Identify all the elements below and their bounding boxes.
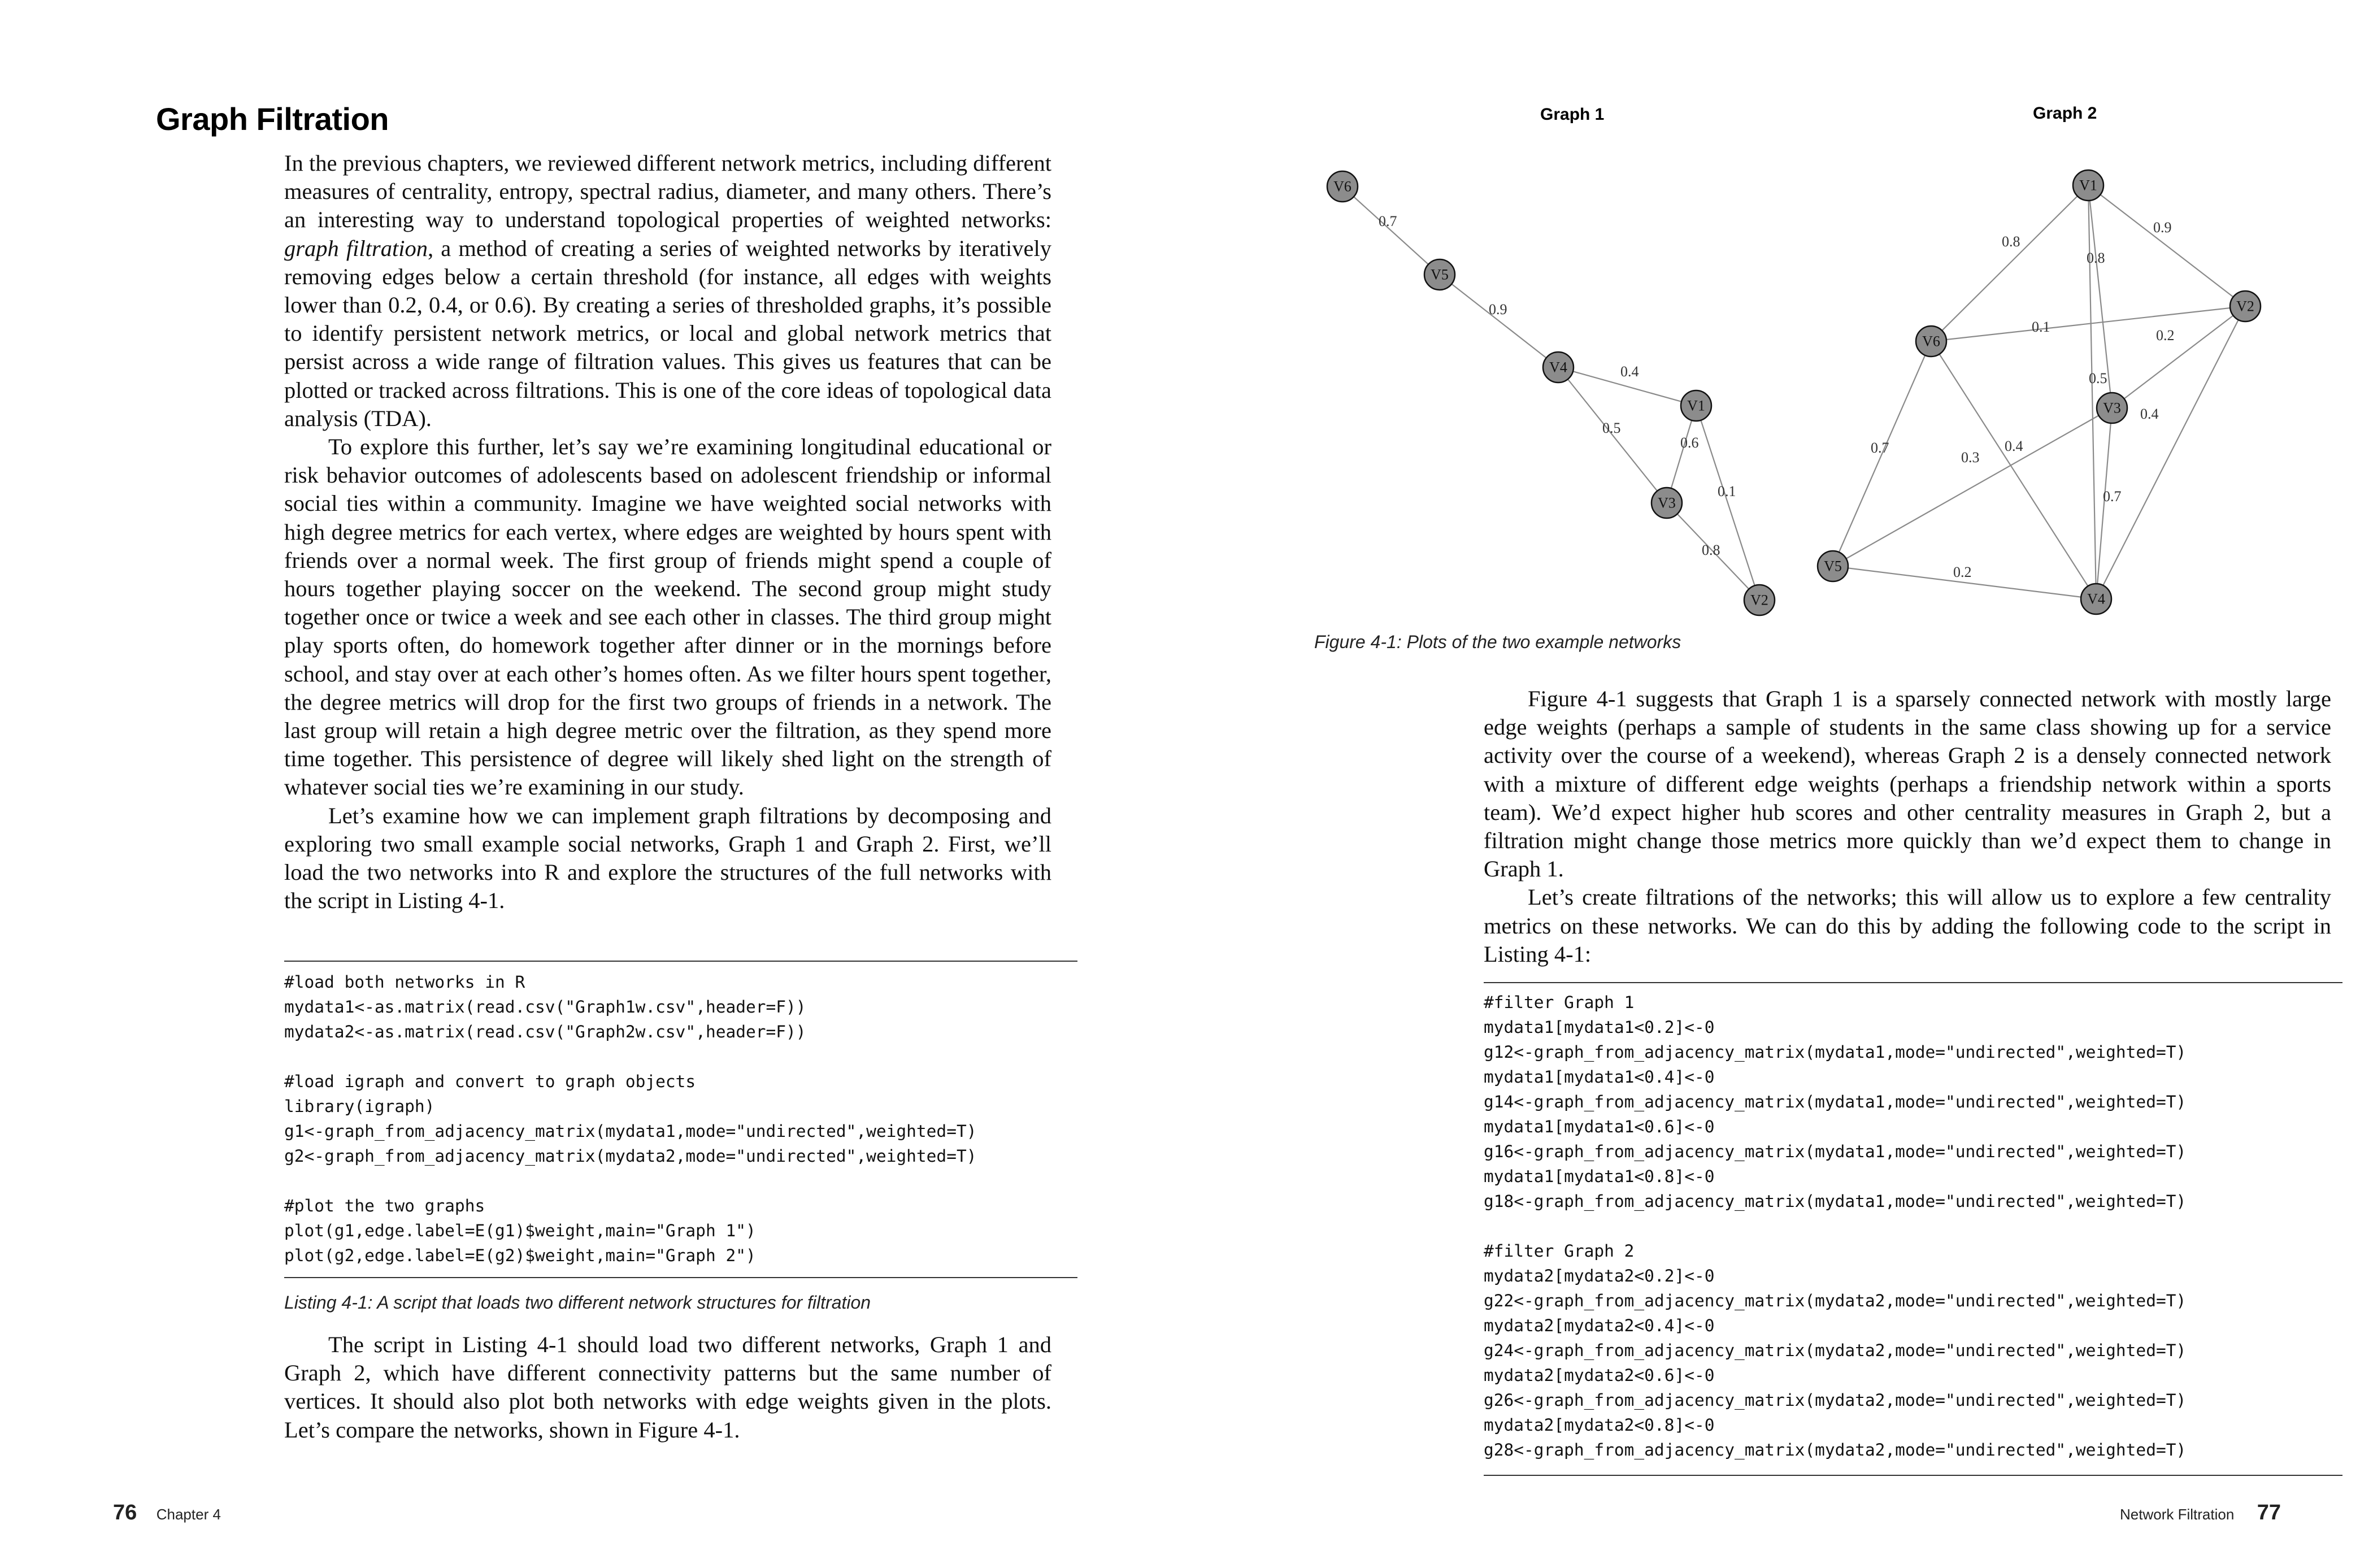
- graph-2-edge-weight-label: 0.7: [2103, 488, 2122, 505]
- graph-2-edge-weight-label: 0.7: [1871, 440, 1889, 456]
- graph-1-edge-weight-label: 0.6: [1680, 435, 1699, 451]
- graph-2-vertex-label: V6: [1922, 333, 1940, 350]
- graph-2-edge-weight-label: 0.9: [2153, 219, 2172, 236]
- graph-1-edge-weight-label: 0.1: [1718, 483, 1736, 499]
- graph-1-vertex-label: V3: [1658, 494, 1676, 511]
- graph-2-edge-weight-label: 0.2: [1953, 564, 1972, 580]
- graph-2: [1818, 170, 2261, 614]
- graph-2-edge-weight-label: 0.2: [2156, 327, 2175, 344]
- graph-2-vertex-label: V5: [1824, 558, 1842, 575]
- right-folio: [2120, 1501, 2281, 1525]
- graph-2-vertex-label: V4: [2087, 590, 2105, 607]
- paragraph-1: [284, 149, 1051, 433]
- graph-1-edge-v5-v4: [1440, 275, 1558, 367]
- page-number: 77: [2257, 1501, 2281, 1524]
- paragraph-2: To explore this further, let’s say we’re examining longitudinal educational or risk behavior outcomes of adolescents based on adolescent friendship or informal social ties within a community. Imagine we have weighted social networks with high degree metrics for each vertex, where edges are weighted by hours spent with friends over a normal week. The first group of friends might spend a couple of hours together playing soccer on the weekend. The second group might study together once or twice a week and see each other in classes. The third group might play sports often, do homework together after dinner or in the mornings before school, and stay over at each other’s homes often. As we filter hours spent together, the degree metrics will drop for the first two groups of friends in a network. The last group will retain a high degree metric over the filtration, as they spend more time together. This persistence of degree will likely shed light on the strength of whatever social ties we’re examining in our study.: [284, 434, 1051, 800]
- right-body-text: [1484, 685, 2331, 968]
- left-body-text: [284, 149, 1051, 915]
- graph-2-edge-v6-v2: [1931, 306, 2245, 341]
- filter-listing-code: #filter Graph 1 mydata1[mydata1<0.2]<-0 g12<-graph_from_adjacency_matrix(mydata1,mode="undirected",weighted=T) mydata1[mydata1<0.4]<-0 g14<-graph_from_adjacency_matrix(mydata1,mode="undirected",weighted=T) mydata1[mydata1<0.6]<-0 g16<-graph_from_adjacency_matrix(mydata1,mode="undirected",weighted=T) mydata1[mydata1<0.8]<-0 g18<-graph_from_adjacency_matrix(mydata1,mode="undirected",weighted=T) #filter Graph 2 mydata2[mydata2<0.2]<-0 g22<-graph_from_adjacency_matrix(mydata2,mode="undirected",weighted=T) mydata2[mydata2<0.4]<-0 g24<-graph_from_adjacency_matrix(mydata2,mode="undirected",weighted=T) mydata2[mydata2<0.6]<-0 g26<-graph_from_adjacency_matrix(mydata2,mode="undirected",weighted=T) mydata2[mydata2<0.8]<-0 g28<-graph_from_adjacency_matrix(mydata2,mode="undirected",weighted=T): [1484, 993, 2187, 1460]
- graph-1-vertex-label: V5: [1431, 266, 1449, 283]
- paragraph-3: Let’s examine how we can implement graph filtrations by decomposing and exploring two small example social networks, Graph 1 and Graph 2. First, we’ll load the two networks into R and explore the structures of the full networks with the script in Listing 4-1.: [284, 802, 1051, 914]
- graph-2-edge-weight-label: 0.3: [1961, 449, 1980, 466]
- listing-4-1-code: #load both networks in R mydata1<-as.matrix(read.csv("Graph1w.csv",header=F)) mydata2<-as.matrix(read.csv("Graph2w.csv",header=F)) #load igraph and convert to graph objects library(igraph) g1<-graph_from_adjacency_matrix(mydata1,mode="undirected",weighted=T) g2<-graph_from_adjacency_matrix(mydata2,mode="undirected",weighted=T) #plot the two graphs plot(g1,edge.label=E(g1)$weight,main="Graph 1") plot(g2,edge.label=E(g2)$weight,main="Graph 2"): [284, 972, 977, 1265]
- graph-1-edge-v1-v2: [1696, 406, 1759, 600]
- left-folio: [113, 1501, 221, 1525]
- graph-2-edge-weight-label: 0.4: [2140, 406, 2159, 422]
- right-paragraph-1: Figure 4-1 suggests that Graph 1 is a sparsely connected network with mostly large edge weights (perhaps a sample of students in the same class showing up for a service activity over the course of a weekend), whereas Graph 2 is a densely connected network with a mixture of different edge weights (perhaps a friendship network within a sports team). We’d expect higher hub scores and other centrality measures in Graph 2, but a filtration might change those metrics more quickly than we’d expect them to change in Graph 1.: [1484, 686, 2331, 882]
- graph-2-vertex-label: V1: [2079, 177, 2097, 194]
- listing-caption: Listing 4-1: A script that loads two different network structures for filtration: [284, 1292, 871, 1313]
- graph-1-vertex-label: V6: [1333, 178, 1351, 195]
- filter-listing-top-rule: [1484, 982, 2342, 983]
- graph-1-title: Graph 1: [1540, 105, 1605, 124]
- graph-1-edge-weight-label: 0.7: [1379, 213, 1397, 229]
- chapter-label: Chapter 4: [156, 1506, 221, 1523]
- graph-2-edge-v3-v5: [1833, 408, 2112, 566]
- graph-2-edge-weight-label: 0.5: [2089, 370, 2107, 386]
- graph-2-edge-v2-v4: [2096, 306, 2245, 599]
- right-page: [1186, 0, 2373, 1568]
- graph-1-vertex-label: V2: [1750, 592, 1768, 609]
- graph-2-edge-weight-label: 0.1: [2032, 319, 2050, 335]
- graph-1-vertex-label: V1: [1687, 397, 1705, 414]
- section-heading: Graph Filtration: [156, 101, 389, 137]
- graph-2-edge-weight-label: 0.8: [2002, 233, 2020, 250]
- graph-2-edge-v3-v2: [2112, 306, 2245, 408]
- page-number: 76: [113, 1501, 137, 1524]
- graph-2-vertex-label: V2: [2236, 298, 2254, 315]
- graph-2-edge-v1-v6: [1931, 185, 2088, 341]
- graph-2-vertex-label: V3: [2103, 399, 2121, 416]
- listing-top-rule: [284, 961, 1077, 962]
- chapter-title-label: Network Filtration: [2120, 1506, 2235, 1523]
- right-paragraph-2: Let’s create filtrations of the networks; this will allow us to explore a few centrality metrics on these networks. We can do this by adding the following code to the script in Listing 4-1:: [1484, 884, 2331, 967]
- graph-2-edge-v6-v4: [1931, 341, 2096, 599]
- figure-4-1: [1186, 0, 2373, 633]
- graph-1: [1327, 171, 1775, 615]
- graph-1-edge-weight-label: 0.5: [1602, 420, 1621, 436]
- paragraph-1-part-1: In the previous chapters, we reviewed different network metrics, including different measures of centrality, entropy, spectral radius, diameter, and many others. There’s an interesting way to understand topological properties of weighted networks:: [284, 150, 1051, 233]
- graph-1-edge-v6-v5: [1342, 186, 1440, 275]
- listing-bottom-rule: [284, 1277, 1077, 1278]
- left-closing-text: [284, 1331, 1051, 1444]
- figure-caption: Figure 4-1: Plots of the two example networks: [1314, 632, 1681, 652]
- closing-paragraph: The script in Listing 4-1 should load two different networks, Graph 1 and Graph 2, which have different connectivity patterns but the same number of vertices. It should also plot both networks with edge weights given in the plots. Let’s compare the networks, shown in Figure 4-1.: [284, 1332, 1051, 1443]
- graph-2-title: Graph 2: [2033, 104, 2097, 123]
- left-page: [0, 0, 1186, 1568]
- graph-2-edge-weight-label: 0.4: [2005, 438, 2023, 454]
- graph-filtration-term: graph filtration: [284, 235, 428, 261]
- filter-listing-bottom-rule: [1484, 1475, 2342, 1476]
- graph-1-edge-weight-label: 0.4: [1620, 363, 1639, 380]
- graph-1-edge-weight-label: 0.9: [1489, 301, 1507, 318]
- graph-1-vertex-label: V4: [1549, 359, 1567, 376]
- paragraph-1-part-2: , a method of creating a series of weighted networks by iteratively removing edges below a certain threshold (for instance, all edges with weights lower than 0.2, 0.4, or 0.6). By creating a series of thresholded graphs, it’s possible to identify persistent network metrics, or local and global network metrics that persist across a wide range of filtration values. This gives us features that can be plotted or tracked across filtrations. This is one of the core ideas of topological data analysis (TDA).: [284, 235, 1051, 431]
- graph-2-edge-v1-v2: [2088, 185, 2245, 306]
- graph-1-edge-weight-label: 0.8: [1702, 542, 1720, 558]
- graph-2-edge-weight-label: 0.8: [2087, 250, 2105, 266]
